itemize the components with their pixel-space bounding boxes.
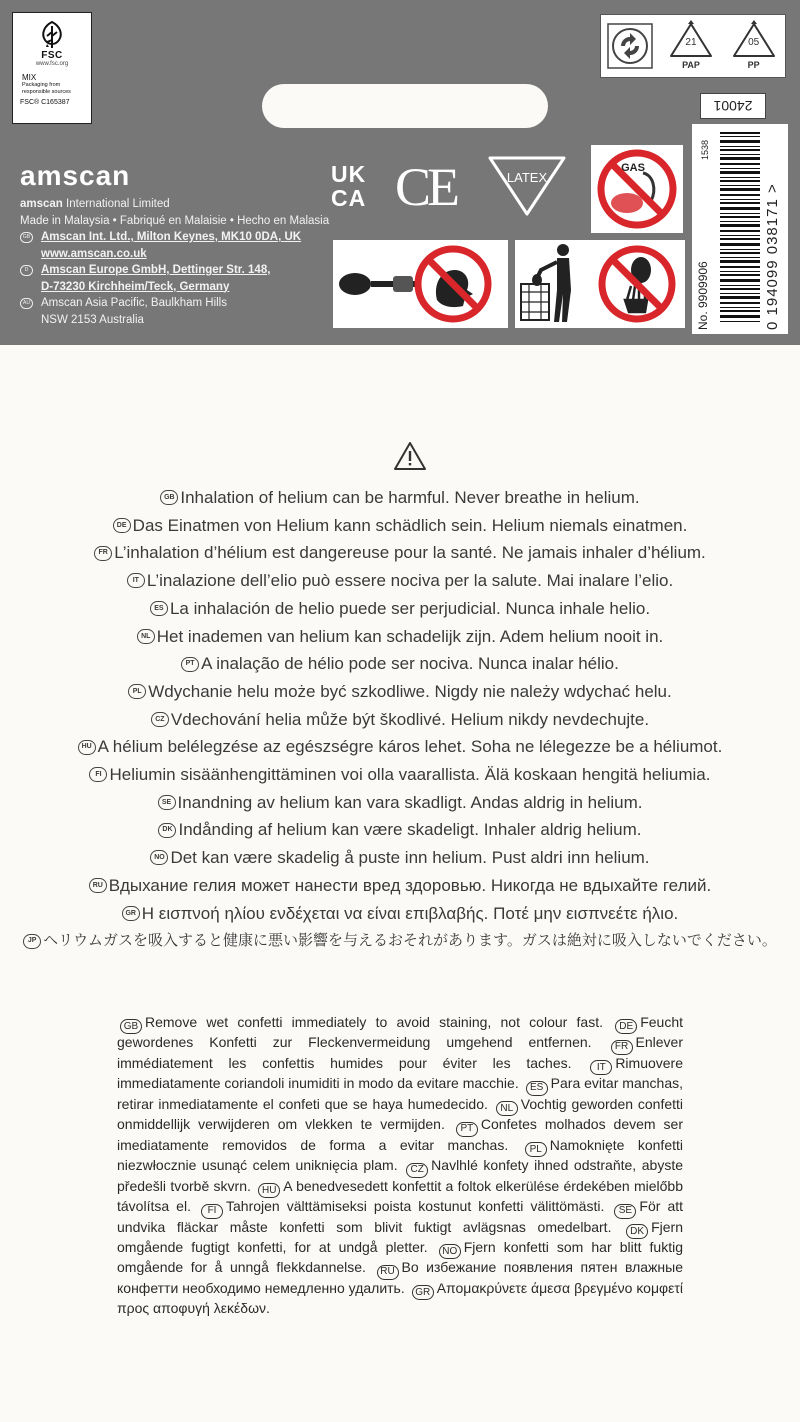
ukca-mark: UK CA (331, 161, 367, 211)
confetti-text: Navlhlé konfety ihned odstraňte, abyste předešli tvorbě skvrn. (117, 1157, 684, 1194)
lang-code: DK (626, 1224, 648, 1239)
recycle-code-pp (729, 20, 779, 72)
lang-code: IT (127, 573, 145, 588)
lang-code: FR (94, 546, 112, 561)
lang-code: GB (160, 490, 178, 505)
address-line: D-73230 Kirchheim/Teck, Germany (41, 280, 230, 293)
address-line: www.amscan.co.uk (41, 247, 147, 260)
warning-triangle-icon (392, 440, 428, 472)
lang-code: SE (158, 795, 176, 810)
lang-code: PT (456, 1122, 478, 1137)
warning-line: NO Det kan være skadelig å puste inn helium. Pust aldri inn helium. (0, 844, 800, 872)
confetti-text: Tahrojen välttämiseksi poista kostunut konfetti välittömästi. (226, 1198, 605, 1215)
lang-code: PL (128, 684, 146, 699)
confetti-text: Enlever immédiatement les confettis humides pour éviter les taches. (117, 1034, 683, 1071)
lang-code: CZ (406, 1163, 428, 1178)
ce-mark: CE (395, 157, 457, 217)
lang-code: ES (526, 1081, 548, 1096)
lang-code: JP (23, 934, 41, 949)
lang-code: PL (525, 1142, 547, 1157)
no-gas-inhale-icon (591, 145, 683, 233)
dispose-panel (515, 240, 685, 328)
company-name (20, 196, 329, 213)
company-name-rest: International Limited (66, 198, 170, 210)
brand-logo: amscan (20, 160, 131, 191)
recycle-number: 05 (748, 37, 760, 48)
lang-code: GR (412, 1285, 434, 1300)
confetti-text: Vochtig geworden confetti onmiddellijk verwijderen om vlekken te vermijden. (117, 1095, 684, 1133)
recycle-code-pap (666, 20, 716, 72)
item-number: No. 9909906 (696, 261, 710, 330)
warning-line: GB Inhalation of helium can be harmful. Never breathe in helium. (0, 484, 800, 512)
lang-code: FI (89, 767, 107, 782)
confetti-text: A benedvesedett konfettit a foltok elkerülése érdekében mielőbb távolítsa el. (117, 1177, 684, 1215)
warning-line: NL Het inademen van helium kan schadelijk zijn. Adem helium nooit in. (0, 623, 800, 651)
lang-code: DE (113, 518, 131, 533)
fsc-mix: MIX (22, 73, 37, 82)
lang-code: HU (258, 1183, 280, 1198)
confetti-text: Во избежание появления пятен влажные конфетти необходимо немедленно удалить. (117, 1259, 684, 1296)
lang-code: NL (496, 1101, 518, 1116)
warning-line: GR Η εισπνοή ηλίου ενδέχεται να είναι επιβλαβής. Ποτέ μην εισπνεέτε ήλιο. (0, 900, 800, 928)
lang-code: FR (611, 1040, 633, 1055)
warning-line: DK Indånding af helium kan være skadeligt. Inhaler aldrig helium. (0, 816, 800, 844)
warning-line: SE Inandning av helium kan vara skadligt. Andas aldrig in helium. (0, 789, 800, 817)
warning-line: RU Вдыхание гелия может нанести вред здоровью. Никогда не вдыхайте гелий. (0, 872, 800, 900)
warning-line: IT L’inalazione dell’elio può essere nociva per la salute. Mai inalare l’elio. (0, 567, 800, 595)
lang-code: HU (78, 740, 96, 755)
lang-code: DK (158, 823, 176, 838)
lang-code: NL (137, 629, 155, 644)
address-line: GB Amscan Int. Ltd., Milton Keynes, MK10 0DA, UK (20, 229, 329, 246)
confetti-text: Rimuovere immediatamente coriandoli inumiditi in modo da evitare macchie. (117, 1054, 684, 1092)
warning-line: JP ヘリウムガスを吸入すると健康に悪い影響を与えるおそれがあります。ガスは絶対に吸入しないでください。 (0, 927, 800, 955)
confetti-text: Απομακρύνετε άμεσα βρεγμένο κομφετί προς αποφυγή λεκέδων. (117, 1279, 683, 1317)
lang-code: ES (150, 601, 168, 616)
lang-code: NO (150, 850, 168, 865)
address-line: AU Amscan Asia Pacific, Baulkham Hills (20, 295, 329, 312)
latex-label: LATEX (506, 170, 548, 185)
lang-code: DE (615, 1019, 637, 1034)
fsc-tree-icon (35, 20, 69, 50)
green-dot-icon (607, 23, 653, 69)
warning-line: ES La inhalación de helio puede ser perjudicial. Nunca inhale helio. (0, 595, 800, 623)
latex-icon (484, 150, 570, 220)
made-in: Made in Malaysia • Fabriqué en Malaisie • Hecho en Malasia (20, 214, 330, 227)
gas-label: GAS (621, 162, 645, 174)
confetti-text: Feucht gewordenes Konfetti zur Fleckenvermeidung umgehend entfernen. (117, 1014, 684, 1051)
lot-number: 24001 (700, 93, 766, 119)
fsc-site: www.fsc.org (35, 61, 69, 67)
no-gas-panel (591, 145, 683, 233)
helium-warnings (0, 484, 800, 955)
warning-line: FI Heliumin sisäänhengittäminen voi olla vaarallista. Älä koskaan hengitä heliumia. (0, 761, 800, 789)
lang-code: GR (122, 906, 140, 921)
no-mouth-inflate-icon (333, 240, 508, 328)
lang-code: RU (377, 1265, 399, 1280)
confetti-text: Confetes molhados devem ser imediatamente removidos de forma a evitar manchas. (117, 1116, 684, 1153)
company-info (20, 196, 329, 328)
recycle-label: PAP (682, 60, 700, 70)
barcode-panel (692, 124, 788, 334)
warning-line: PT A inalação de hélio pode ser nociva. Nunca inalar hélio. (0, 650, 800, 678)
country-code: D (20, 265, 33, 276)
recycle-number: 21 (685, 37, 697, 48)
recycle-label: PP (747, 60, 760, 70)
barcode-digits: 0 194099 038171 > (764, 183, 781, 330)
lang-code: GB (120, 1019, 142, 1034)
country-code: AU (20, 298, 33, 309)
confetti-warnings (117, 1014, 683, 1318)
confetti-text: Remove wet confetti immediately to avoid staining, not colour fast. (145, 1014, 603, 1030)
confetti-text: Namoknięte konfetti niezwłocznie usunąć celem uniknięcia plam. (117, 1136, 684, 1174)
confetti-text: För att undvika fläckar måste konfetti som blivit fuktigt avlägsnas omedelbart. (117, 1198, 684, 1235)
dispose-bin-icon (515, 240, 685, 328)
lang-code: SE (614, 1204, 636, 1219)
fsc-code: FSC® C165387 (20, 99, 70, 106)
address-line: D Amscan Europe GmbH, Dettinger Str. 148, (20, 262, 329, 279)
fsc-label (12, 12, 92, 124)
header-band (0, 0, 800, 345)
lang-code: IT (590, 1060, 612, 1075)
fsc-sources: Packaging from responsible sources (22, 82, 71, 95)
company-name-bold: amscan (20, 198, 63, 210)
lang-code: FI (201, 1204, 223, 1219)
warning-line: PL Wdychanie helu może być szkodliwe. Nigdy nie należy wdychać helu. (0, 678, 800, 706)
lang-code: PT (181, 657, 199, 672)
warning-line: DE Das Einatmen von Helium kann schädlich sein. Helium niemals einatmen. (0, 512, 800, 540)
fsc-logo-text: FSC (41, 50, 63, 61)
recycling-codes (600, 14, 786, 78)
barcode-small-code: 1538 (700, 139, 710, 160)
confetti-text: Para evitar manchas, retirar inmediatamente el confeti que se haya humedecido. (117, 1075, 683, 1112)
country-code: GB (20, 232, 33, 243)
address-line: NSW 2153 Australia (41, 313, 144, 326)
hang-hole (262, 84, 548, 128)
confetti-text: Fjern konfetti som har blitt fuktig omgående for å unngå flekkdannelse. (117, 1238, 684, 1276)
lang-code: RU (89, 878, 107, 893)
warning-line: CZ Vdechování helia může být škodlivé. Helium nikdy nevdechujte. (0, 706, 800, 734)
warning-line: FR L’inhalation d’hélium est dangereuse pour la santé. Ne jamais inhaler d’hélium. (0, 539, 800, 567)
lang-code: NO (439, 1244, 461, 1259)
warning-line: HU A hélium belélegzése az egészségre káros lehet. Soha ne lélegezze be a héliumot. (0, 733, 800, 761)
lang-code: CZ (151, 712, 169, 727)
no-mouth-inflate-panel (333, 240, 508, 328)
confetti-text: Fjern omgående fugtigt konfetti, for at undgå pletter. (117, 1218, 683, 1255)
